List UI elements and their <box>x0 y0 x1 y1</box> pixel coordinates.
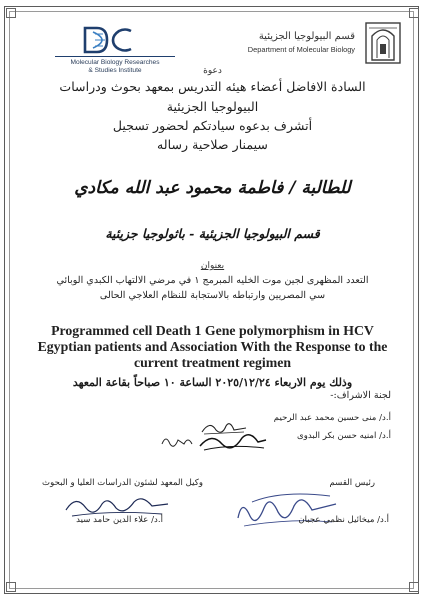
institute-name-line-2: & Studies Institute <box>88 67 142 74</box>
department-head-name: أ.د/ ميخائيل نظمي عجبان <box>298 515 389 525</box>
corner-ornament <box>6 8 16 18</box>
vice-dean-title: وكيل المعهد لشئون الدراسات العليا و البحوث <box>42 478 203 488</box>
invitation-line-1: السادة الافاضل أعضاء هيئه التدريس بمعهد بحوث ودراسات <box>59 79 366 94</box>
university-emblem-icon <box>365 22 401 64</box>
corner-ornament <box>409 582 419 592</box>
thesis-title-arabic-line-2: سي المصريين وارتباطه بالاستجابة للنظام العلاجي الحالى <box>99 290 326 301</box>
logo-divider <box>55 56 175 57</box>
dna-logo-icon <box>81 26 135 54</box>
thesis-title-english-line-2: Egyptian patients and Association With the Response to the <box>37 339 388 354</box>
thesis-title-english-line-3: current treatment regimen <box>133 355 292 370</box>
invitation-label: دعوة <box>203 66 222 76</box>
thesis-title-arabic-line-1: التعدد المظهرى لجين موت الخليه المبرمج ١ في مرضي الالتهاب الكبدي الوبائي <box>56 275 369 286</box>
invitation-line-4: سيمنار صلاحية رساله <box>157 137 268 152</box>
signature-member-2 <box>160 428 270 456</box>
thesis-title-label: بعنوان <box>200 261 225 271</box>
student-name: للطالبة / فاطمة محمود عبد الله مكادي <box>74 178 351 198</box>
department-name-english: Department of Molecular Biology <box>247 45 355 54</box>
corner-ornament <box>6 582 16 592</box>
student-department: قسم البيولوجيا الجزيئية - باثولوجيا جزيئية <box>105 226 320 241</box>
institute-name-line-1: Molecular Biology Researches <box>70 59 160 66</box>
committee-member-1: أ.د/ منى حسين محمد عبد الرحيم <box>273 413 391 423</box>
invitation-line-3: أتشرف بدعوه سيادتكم لحضور تسجيل <box>112 118 313 133</box>
committee-member-2: أ.د/ امنيه حسن بكر البدوى <box>297 431 391 441</box>
supervision-committee-label: لجنة الاشراف:- <box>330 390 391 401</box>
thesis-title-english-line-1: Programmed cell Death 1 Gene polymorphism in HCV <box>51 323 374 338</box>
corner-ornament <box>409 8 419 18</box>
department-head-title: رئيس القسم <box>329 478 375 488</box>
vice-dean-name: أ.د/ علاء الدين حامد سيد <box>76 515 163 525</box>
signature-department-head <box>232 488 342 534</box>
seminar-date-time: وذلك يوم الاربعاء ٢٠٢٥/١٢/٢٤ الساعة ١٠ صباحاً بقاعة المعهد <box>72 376 353 389</box>
department-name-arabic: قسم البيولوجيا الجزيئية <box>258 31 355 42</box>
invitation-line-2: البيولوجيا الجزيئية <box>166 99 259 114</box>
